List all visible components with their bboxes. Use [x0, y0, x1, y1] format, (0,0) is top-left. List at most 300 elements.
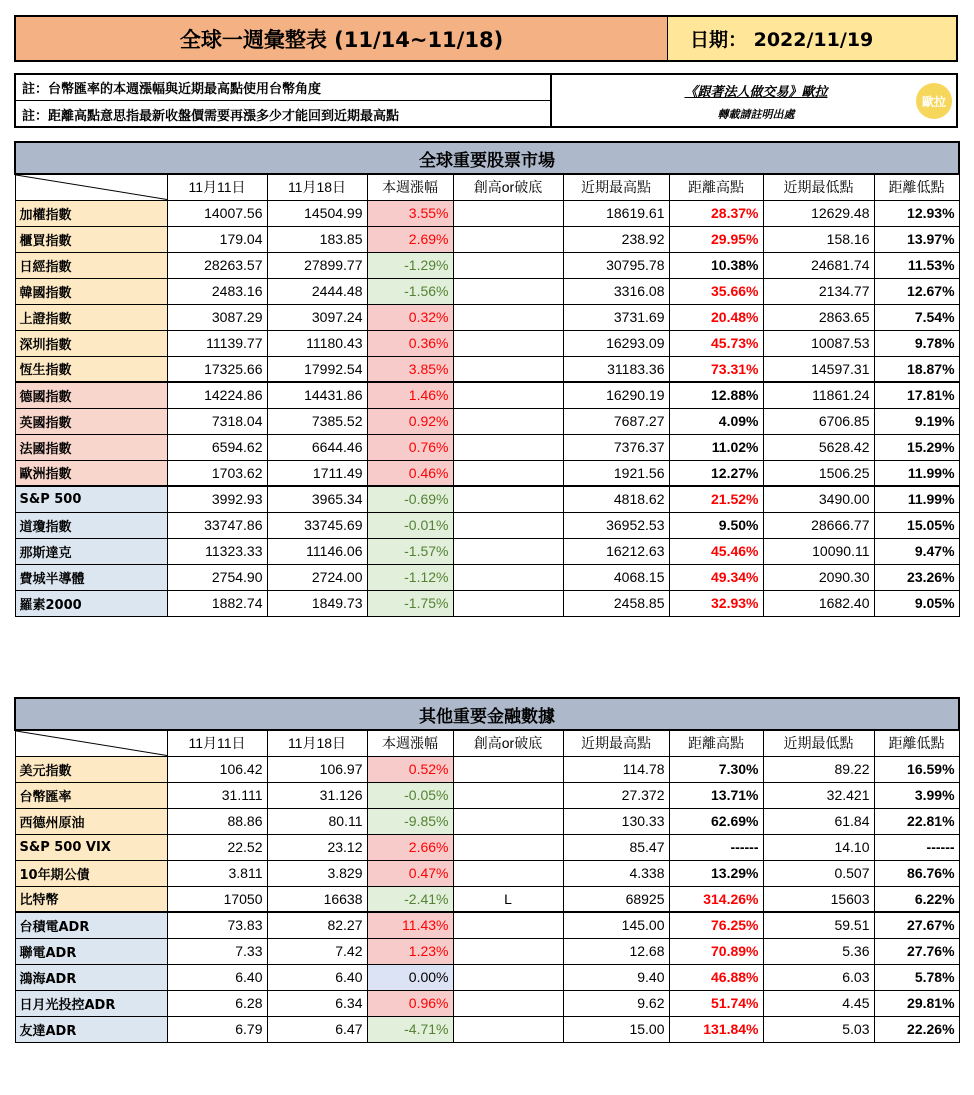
weekly-change: -1.57% [367, 538, 453, 564]
col-header: 創高or破底 [453, 174, 563, 200]
distance-to-low: 7.54% [874, 304, 959, 330]
recent-high: 1921.56 [563, 460, 669, 486]
close-nov18: 2724.00 [267, 564, 367, 590]
distance-to-low: 11.99% [874, 460, 959, 486]
high-low-flag [453, 330, 563, 356]
distance-to-high: 70.89% [669, 938, 763, 964]
high-low-flag: L [453, 886, 563, 912]
weekly-change: -0.01% [367, 512, 453, 538]
close-nov18: 3097.24 [267, 304, 367, 330]
table-row [15, 356, 959, 382]
distance-to-low: 12.67% [874, 278, 959, 304]
weekly-change: 0.52% [367, 756, 453, 782]
weekly-change: -9.85% [367, 808, 453, 834]
recent-high: 30795.78 [563, 252, 669, 278]
row-name: 10年期公債 [15, 860, 167, 886]
distance-to-low: 11.53% [874, 252, 959, 278]
recent-high: 238.92 [563, 226, 669, 252]
close-nov11: 6.79 [167, 1016, 267, 1042]
distance-to-low: 11.99% [874, 486, 959, 512]
close-nov11: 88.86 [167, 808, 267, 834]
recent-low: 61.84 [763, 808, 874, 834]
recent-high: 85.47 [563, 834, 669, 860]
recent-high: 9.40 [563, 964, 669, 990]
close-nov11: 179.04 [167, 226, 267, 252]
weekly-change: 1.23% [367, 938, 453, 964]
weekly-change: -1.29% [367, 252, 453, 278]
weekly-change: -4.71% [367, 1016, 453, 1042]
row-name: 聯電ADR [15, 938, 167, 964]
table-row [15, 938, 959, 964]
row-name: 日經指數 [15, 252, 167, 278]
recent-high: 2458.85 [563, 590, 669, 616]
row-name: 台幣匯率 [15, 782, 167, 808]
finance-section-title: 其他重要金融數據 [15, 698, 959, 730]
close-nov18: 82.27 [267, 912, 367, 938]
col-header: 11月11日 [167, 174, 267, 200]
high-low-flag [453, 590, 563, 616]
distance-to-high: ------ [669, 834, 763, 860]
close-nov18: 2444.48 [267, 278, 367, 304]
table-row [15, 408, 959, 434]
distance-to-low: 17.81% [874, 382, 959, 408]
row-name: 友達ADR [15, 1016, 167, 1042]
row-name: 鴻海ADR [15, 964, 167, 990]
recent-low: 11861.24 [763, 382, 874, 408]
recent-low: 158.16 [763, 226, 874, 252]
weekly-change: 0.76% [367, 434, 453, 460]
weekly-change: 0.47% [367, 860, 453, 886]
recent-high: 16293.09 [563, 330, 669, 356]
close-nov18: 14431.86 [267, 382, 367, 408]
distance-to-low: 23.26% [874, 564, 959, 590]
recent-high: 130.33 [563, 808, 669, 834]
high-low-flag [453, 782, 563, 808]
recent-high: 16212.63 [563, 538, 669, 564]
table-row [15, 912, 959, 938]
close-nov18: 183.85 [267, 226, 367, 252]
close-nov18: 1711.49 [267, 460, 367, 486]
distance-to-low: 22.81% [874, 808, 959, 834]
credit-repost-notice: 轉載請註明出處 [717, 108, 795, 121]
recent-low: 2863.65 [763, 304, 874, 330]
weekly-change: 2.69% [367, 226, 453, 252]
weekly-change: -0.05% [367, 782, 453, 808]
row-name: 美元指數 [15, 756, 167, 782]
distance-to-high: 45.73% [669, 330, 763, 356]
table-row [15, 434, 959, 460]
distance-to-high: 35.66% [669, 278, 763, 304]
author-logo: 歐拉 [916, 83, 952, 119]
recent-high: 68925 [563, 886, 669, 912]
high-low-flag [453, 434, 563, 460]
distance-to-low: 12.93% [874, 200, 959, 226]
row-name: 英國指數 [15, 408, 167, 434]
recent-high: 27.372 [563, 782, 669, 808]
weekly-change: 3.55% [367, 200, 453, 226]
row-name: 歐洲指數 [15, 460, 167, 486]
close-nov11: 7.33 [167, 938, 267, 964]
table-row [15, 200, 959, 226]
col-header: 近期最低點 [763, 730, 874, 756]
close-nov18: 11146.06 [267, 538, 367, 564]
close-nov11: 7318.04 [167, 408, 267, 434]
high-low-flag [453, 1016, 563, 1042]
close-nov18: 3965.34 [267, 486, 367, 512]
table-row [15, 538, 959, 564]
note-distance-high: 註：距離高點意思指最新收盤價需要再漲多少才能回到近期最高點 [16, 101, 552, 127]
close-nov11: 22.52 [167, 834, 267, 860]
high-low-flag [453, 990, 563, 1016]
row-name: 那斯達克 [15, 538, 167, 564]
distance-to-high: 4.09% [669, 408, 763, 434]
recent-low: 6706.85 [763, 408, 874, 434]
distance-to-high: 29.95% [669, 226, 763, 252]
distance-to-high: 51.74% [669, 990, 763, 1016]
distance-to-low: 86.76% [874, 860, 959, 886]
row-name: 比特幣 [15, 886, 167, 912]
high-low-flag [453, 460, 563, 486]
close-nov11: 17325.66 [167, 356, 267, 382]
recent-low: 32.421 [763, 782, 874, 808]
stock-markets-table [14, 141, 960, 617]
recent-high: 36952.53 [563, 512, 669, 538]
distance-to-high: 28.37% [669, 200, 763, 226]
recent-low: 5.36 [763, 938, 874, 964]
recent-low: 28666.77 [763, 512, 874, 538]
close-nov18: 16638 [267, 886, 367, 912]
close-nov11: 106.42 [167, 756, 267, 782]
high-low-flag [453, 304, 563, 330]
close-nov11: 14007.56 [167, 200, 267, 226]
high-low-flag [453, 356, 563, 382]
row-name: 恆生指數 [15, 356, 167, 382]
high-low-flag [453, 538, 563, 564]
recent-low: 6.03 [763, 964, 874, 990]
table-row [15, 564, 959, 590]
credit-author: 《跟著法人做交易》歐拉 [684, 85, 828, 100]
row-name: 深圳指數 [15, 330, 167, 356]
distance-to-low: 27.67% [874, 912, 959, 938]
close-nov18: 80.11 [267, 808, 367, 834]
close-nov11: 11323.33 [167, 538, 267, 564]
row-name: S&P 500 [15, 486, 167, 512]
recent-low: 12629.48 [763, 200, 874, 226]
close-nov18: 33745.69 [267, 512, 367, 538]
row-name: 台積電ADR [15, 912, 167, 938]
high-low-flag [453, 200, 563, 226]
high-low-flag [453, 382, 563, 408]
row-name: 法國指數 [15, 434, 167, 460]
recent-low: 10087.53 [763, 330, 874, 356]
recent-high: 114.78 [563, 756, 669, 782]
notes-panel [14, 73, 958, 128]
col-header: 本週漲幅 [367, 174, 453, 200]
close-nov18: 27899.77 [267, 252, 367, 278]
close-nov11: 31.111 [167, 782, 267, 808]
weekly-change: 0.92% [367, 408, 453, 434]
close-nov11: 3.811 [167, 860, 267, 886]
high-low-flag [453, 912, 563, 938]
close-nov18: 7.42 [267, 938, 367, 964]
recent-low: 5.03 [763, 1016, 874, 1042]
recent-low: 0.507 [763, 860, 874, 886]
table-row [15, 460, 959, 486]
high-low-flag [453, 486, 563, 512]
recent-low: 15603 [763, 886, 874, 912]
financial-data-table [14, 697, 960, 1043]
table-row [15, 782, 959, 808]
table-row [15, 808, 959, 834]
row-name: S&P 500 VIX [15, 834, 167, 860]
distance-to-low: 13.97% [874, 226, 959, 252]
weekly-change: -0.69% [367, 486, 453, 512]
close-nov18: 6644.46 [267, 434, 367, 460]
col-header: 本週漲幅 [367, 730, 453, 756]
recent-high: 12.68 [563, 938, 669, 964]
weekly-change: -1.56% [367, 278, 453, 304]
table-row [15, 486, 959, 512]
recent-high: 4818.62 [563, 486, 669, 512]
high-low-flag [453, 226, 563, 252]
close-nov18: 17992.54 [267, 356, 367, 382]
distance-to-low: 3.99% [874, 782, 959, 808]
recent-high: 145.00 [563, 912, 669, 938]
distance-to-high: 13.29% [669, 860, 763, 886]
recent-low: 14597.31 [763, 356, 874, 382]
high-low-flag [453, 252, 563, 278]
weekly-change: 0.36% [367, 330, 453, 356]
report-date: 日期： 2022/11/19 [668, 15, 958, 62]
high-low-flag [453, 756, 563, 782]
recent-high: 3316.08 [563, 278, 669, 304]
distance-to-low: 15.29% [874, 434, 959, 460]
weekly-change: 3.85% [367, 356, 453, 382]
recent-high: 7687.27 [563, 408, 669, 434]
distance-to-high: 12.88% [669, 382, 763, 408]
close-nov18: 6.34 [267, 990, 367, 1016]
stock-section-title: 全球重要股票市場 [15, 142, 959, 174]
close-nov18: 31.126 [267, 782, 367, 808]
distance-to-high: 13.71% [669, 782, 763, 808]
distance-to-high: 12.27% [669, 460, 763, 486]
distance-to-low: ------ [874, 834, 959, 860]
close-nov11: 1703.62 [167, 460, 267, 486]
row-name: 日月光投控ADR [15, 990, 167, 1016]
recent-high: 3731.69 [563, 304, 669, 330]
recent-high: 31183.36 [563, 356, 669, 382]
distance-to-high: 73.31% [669, 356, 763, 382]
weekly-change: -1.12% [367, 564, 453, 590]
distance-to-high: 49.34% [669, 564, 763, 590]
close-nov11: 2483.16 [167, 278, 267, 304]
close-nov18: 23.12 [267, 834, 367, 860]
recent-low: 4.45 [763, 990, 874, 1016]
col-header: 距離高點 [669, 174, 763, 200]
table-row [15, 756, 959, 782]
row-name: 德國指數 [15, 382, 167, 408]
table-row [15, 990, 959, 1016]
close-nov11: 28263.57 [167, 252, 267, 278]
distance-to-high: 10.38% [669, 252, 763, 278]
distance-to-high: 131.84% [669, 1016, 763, 1042]
recent-low: 2090.30 [763, 564, 874, 590]
weekly-change: -2.41% [367, 886, 453, 912]
high-low-flag [453, 408, 563, 434]
close-nov18: 1849.73 [267, 590, 367, 616]
distance-to-low: 29.81% [874, 990, 959, 1016]
weekly-change: 0.96% [367, 990, 453, 1016]
weekly-change: 2.66% [367, 834, 453, 860]
table-row [15, 964, 959, 990]
high-low-flag [453, 964, 563, 990]
weekly-change: 0.00% [367, 964, 453, 990]
recent-high: 4.338 [563, 860, 669, 886]
recent-low: 10090.11 [763, 538, 874, 564]
high-low-flag [453, 564, 563, 590]
distance-to-low: 9.78% [874, 330, 959, 356]
distance-to-high: 32.93% [669, 590, 763, 616]
distance-to-low: 18.87% [874, 356, 959, 382]
weekly-change: 0.46% [367, 460, 453, 486]
col-header: 11月18日 [267, 174, 367, 200]
close-nov11: 3087.29 [167, 304, 267, 330]
recent-low: 24681.74 [763, 252, 874, 278]
col-header: 11月18日 [267, 730, 367, 756]
weekly-change: 1.46% [367, 382, 453, 408]
close-nov11: 33747.86 [167, 512, 267, 538]
high-low-flag [453, 860, 563, 886]
col-header: 創高or破底 [453, 730, 563, 756]
distance-to-high: 21.52% [669, 486, 763, 512]
high-low-flag [453, 278, 563, 304]
distance-to-low: 16.59% [874, 756, 959, 782]
recent-high: 16290.19 [563, 382, 669, 408]
distance-to-low: 22.26% [874, 1016, 959, 1042]
row-name: 加權指數 [15, 200, 167, 226]
row-name: 羅素2000 [15, 590, 167, 616]
weekly-change: 11.43% [367, 912, 453, 938]
recent-low: 1682.40 [763, 590, 874, 616]
close-nov11: 2754.90 [167, 564, 267, 590]
row-name: 櫃買指數 [15, 226, 167, 252]
col-header: 距離低點 [874, 174, 959, 200]
page-title: 全球一週彙整表 (11/14~11/18) [14, 15, 669, 62]
weekly-change: 0.32% [367, 304, 453, 330]
distance-to-high: 11.02% [669, 434, 763, 460]
close-nov18: 6.40 [267, 964, 367, 990]
close-nov11: 1882.74 [167, 590, 267, 616]
row-name: 上證指數 [15, 304, 167, 330]
high-low-flag [453, 512, 563, 538]
distance-to-low: 6.22% [874, 886, 959, 912]
corner-cell [15, 730, 167, 756]
recent-low: 14.10 [763, 834, 874, 860]
col-header: 近期最低點 [763, 174, 874, 200]
distance-to-high: 314.26% [669, 886, 763, 912]
table-row [15, 886, 959, 912]
high-low-flag [453, 834, 563, 860]
table-row [15, 834, 959, 860]
col-header: 距離高點 [669, 730, 763, 756]
close-nov18: 7385.52 [267, 408, 367, 434]
distance-to-high: 20.48% [669, 304, 763, 330]
distance-to-low: 9.19% [874, 408, 959, 434]
row-name: 費城半導體 [15, 564, 167, 590]
table-row [15, 382, 959, 408]
col-header: 距離低點 [874, 730, 959, 756]
high-low-flag [453, 808, 563, 834]
table-row [15, 512, 959, 538]
corner-cell [15, 174, 167, 200]
recent-low: 59.51 [763, 912, 874, 938]
distance-to-high: 45.46% [669, 538, 763, 564]
credit-block [554, 75, 958, 126]
close-nov11: 6.28 [167, 990, 267, 1016]
recent-low: 3490.00 [763, 486, 874, 512]
col-header: 近期最高點 [563, 730, 669, 756]
close-nov11: 73.83 [167, 912, 267, 938]
recent-high: 7376.37 [563, 434, 669, 460]
high-low-flag [453, 938, 563, 964]
distance-to-high: 7.30% [669, 756, 763, 782]
close-nov11: 3992.93 [167, 486, 267, 512]
col-header: 近期最高點 [563, 174, 669, 200]
distance-to-low: 5.78% [874, 964, 959, 990]
table-row [15, 226, 959, 252]
close-nov18: 106.97 [267, 756, 367, 782]
close-nov11: 11139.77 [167, 330, 267, 356]
distance-to-high: 9.50% [669, 512, 763, 538]
recent-low: 1506.25 [763, 460, 874, 486]
distance-to-high: 46.88% [669, 964, 763, 990]
close-nov11: 6594.62 [167, 434, 267, 460]
row-name: 韓國指數 [15, 278, 167, 304]
distance-to-low: 27.76% [874, 938, 959, 964]
table-row [15, 590, 959, 616]
recent-high: 4068.15 [563, 564, 669, 590]
table-row [15, 252, 959, 278]
table-row [15, 330, 959, 356]
recent-high: 15.00 [563, 1016, 669, 1042]
recent-low: 89.22 [763, 756, 874, 782]
distance-to-high: 62.69% [669, 808, 763, 834]
table-row [15, 860, 959, 886]
table-row [15, 1016, 959, 1042]
distance-to-low: 9.47% [874, 538, 959, 564]
row-name: 道瓊指數 [15, 512, 167, 538]
recent-high: 9.62 [563, 990, 669, 1016]
col-header: 11月11日 [167, 730, 267, 756]
distance-to-low: 15.05% [874, 512, 959, 538]
close-nov11: 14224.86 [167, 382, 267, 408]
table-row [15, 304, 959, 330]
recent-high: 18619.61 [563, 200, 669, 226]
close-nov11: 6.40 [167, 964, 267, 990]
close-nov11: 17050 [167, 886, 267, 912]
distance-to-high: 76.25% [669, 912, 763, 938]
close-nov18: 6.47 [267, 1016, 367, 1042]
note-fx-angle: 註：台幣匯率的本週漲幅與近期最高點使用台幣角度 [16, 75, 552, 101]
distance-to-low: 9.05% [874, 590, 959, 616]
close-nov18: 11180.43 [267, 330, 367, 356]
recent-low: 5628.42 [763, 434, 874, 460]
close-nov18: 3.829 [267, 860, 367, 886]
row-name: 西德州原油 [15, 808, 167, 834]
close-nov18: 14504.99 [267, 200, 367, 226]
table-row [15, 278, 959, 304]
recent-low: 2134.77 [763, 278, 874, 304]
